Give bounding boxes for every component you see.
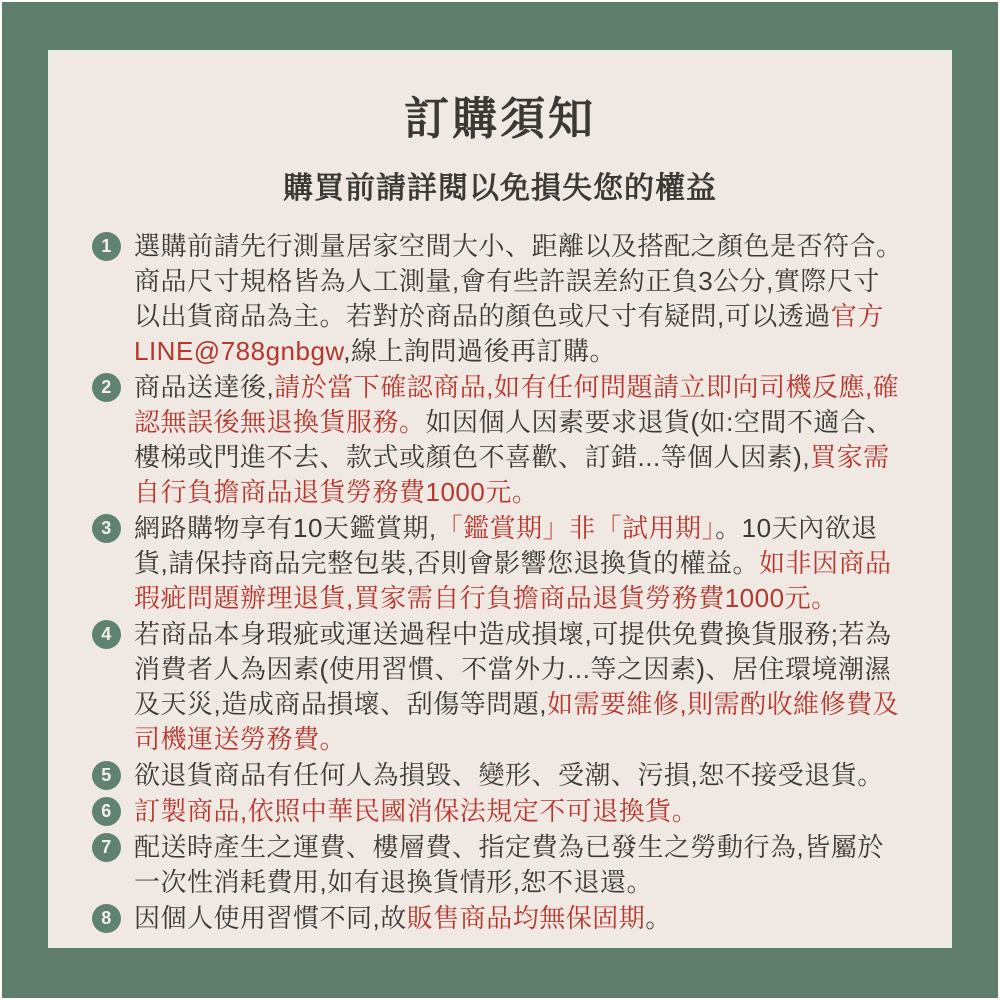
page-title: 訂購須知 bbox=[403, 93, 596, 144]
highlight-text: 「鑑賞期」非「試用期」 bbox=[436, 513, 716, 543]
body-text: 如因個人因素要求退貨(如:空間不適合、樓梯或門進不去、款式或顏色不喜歡、訂錯...等個人因素), bbox=[134, 407, 893, 472]
notice-item-1 bbox=[92, 229, 906, 369]
highlight-text: 如非因商品瑕疵問題辦理退貨,買家需自行負擔商品退貨勞務費1000元。 bbox=[134, 548, 892, 613]
item-number-badge: 2 bbox=[92, 373, 121, 402]
highlight-text: 請於當下確認商品,如有任何問題請立即向司機反應,確認無誤後無退換貨服務。 bbox=[134, 372, 900, 437]
notice-item-5 bbox=[92, 758, 906, 793]
notice-list bbox=[50, 229, 950, 936]
highlight-text: 訂製商品,依照中華民國消保法規定不可退換貨。 bbox=[134, 796, 699, 826]
highlight-text: 官方LINE@788gnbgw bbox=[134, 301, 884, 366]
notice-item-3 bbox=[92, 511, 906, 616]
body-text: 商品送達後, bbox=[134, 372, 275, 402]
notice-item-2 bbox=[92, 370, 906, 510]
notice-panel bbox=[50, 52, 950, 946]
item-number-badge: 7 bbox=[92, 833, 121, 862]
green-frame bbox=[2, 2, 998, 998]
item-text bbox=[134, 511, 906, 616]
body-text: 。 bbox=[645, 903, 672, 933]
item-number-badge: 4 bbox=[92, 620, 121, 649]
item-text bbox=[134, 794, 698, 829]
body-text: ,線上詢問過後再訂購。 bbox=[343, 336, 616, 366]
page-subtitle: 購買前請詳閱以免損失您的權益 bbox=[283, 172, 717, 205]
notice-item-7 bbox=[92, 830, 906, 900]
body-text: 配送時產生之運費、樓層費、指定費為已發生之勞動行為,皆屬於一次性消耗費用,如有退換貨情形,恕不退還。 bbox=[134, 832, 884, 897]
body-text: 。10天內欲退貨,請保持商品完整包裝,否則會影響您退換貨的權益。 bbox=[134, 513, 878, 578]
notice-item-4 bbox=[92, 617, 906, 757]
highlight-text: 販售商品均無保固期 bbox=[406, 903, 646, 933]
item-text bbox=[134, 229, 906, 369]
body-text: 欲退貨商品有任何人為損毀、變形、受潮、污損,恕不接受退貨。 bbox=[134, 760, 884, 790]
highlight-text: 如需要維修,則需酌收維修費及司機運送勞務費。 bbox=[134, 689, 900, 754]
item-text bbox=[134, 758, 884, 793]
body-text: 網路購物享有10天鑑賞期, bbox=[134, 513, 437, 543]
item-text bbox=[134, 370, 906, 510]
item-number-badge: 3 bbox=[92, 514, 121, 543]
item-number-badge: 1 bbox=[92, 232, 121, 261]
item-number-badge: 5 bbox=[92, 761, 121, 790]
item-number-badge: 8 bbox=[92, 904, 121, 933]
notice-item-8 bbox=[92, 901, 906, 936]
item-text bbox=[134, 901, 672, 936]
item-text bbox=[134, 617, 906, 757]
item-text bbox=[134, 830, 906, 900]
body-text: 若商品本身瑕疵或運送過程中造成損壞,可提供免費換貨服務;若為消費者人為因素(使用習慣、不當外力...等之因素)、居住環境潮濕及天災,造成商品損壞、刮傷等問題, bbox=[134, 619, 892, 719]
body-text: 選購前請先行測量居家空間大小、距離以及搭配之顏色是否符合。商品尺寸規格皆為人工測量,會有些許誤差約正負3公分,實際尺寸以出貨商品為主。若對於商品的顏色或尺寸有疑問,可以透過 bbox=[134, 231, 903, 331]
item-number-badge: 6 bbox=[92, 797, 121, 826]
highlight-text: 買家需自行負擔商品退貨勞務費1000元。 bbox=[134, 442, 890, 507]
body-text: 因個人使用習慣不同,故 bbox=[134, 903, 407, 933]
notice-item-6 bbox=[92, 794, 906, 829]
